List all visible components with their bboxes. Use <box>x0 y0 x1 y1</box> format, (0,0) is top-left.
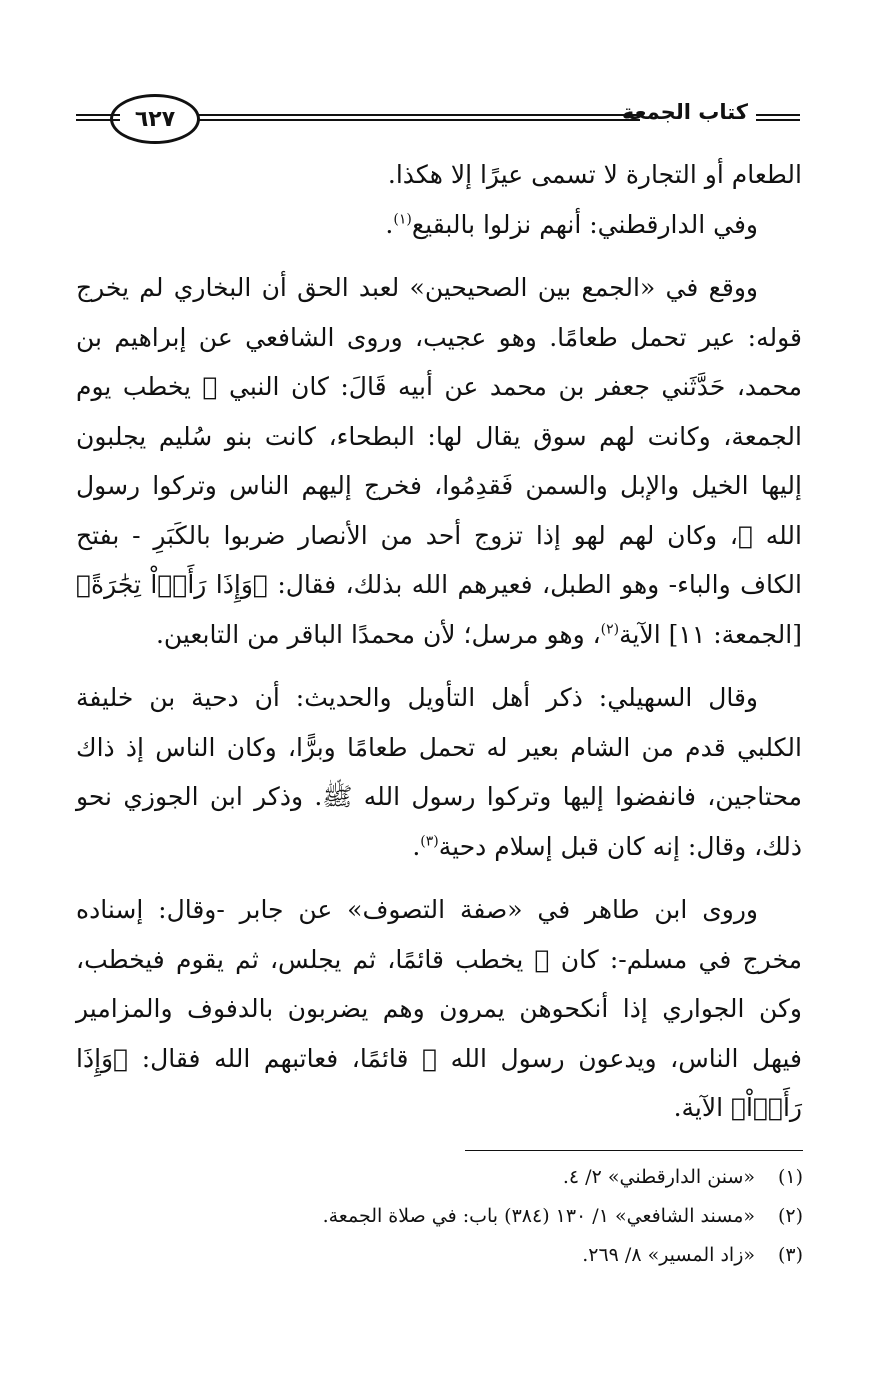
paragraph-3 <box>76 263 802 659</box>
footnote-ref[interactable]: (٣) <box>420 833 439 850</box>
main-text <box>76 150 802 1133</box>
header-rule-left <box>76 114 120 121</box>
paragraph-text: ووقع في «الجمع بين الصحيحين» لعبد الحق أن البخاري لم يخرج قوله: عير تحمل طعامًا. وهو عجيب، وروى الشافعي عن إبراهيم بن محمد، حَدَّثَني جعفر بن محمد عن أبيه قَالَ: كان النبي ﷺ يخطب يوم الجمعة، وكانت لهم سوق يقال لها: البطحاء، كانت بنو سُليم يجلبون إليها الخيل والإبل والسمن فَقدِمُوا، فخرج إليهم الناس وتركوا رسول الله ﷺ، وكان لهم لهو إذا تزوج أحد من الأنصار ضربوا بالكَبَرِ - بفتح الكاف والباء- وهو الطبل، فعيرهم الله بذلك، فقال: ﴿وَإِذَا رَأَوۡاْ تِجَٰرَةً﴾ [الجمعة: ١١] الآية <box>76 273 802 649</box>
page-number: ٦٢٧ <box>110 94 200 144</box>
footnote-separator <box>465 1150 803 1151</box>
footnote-number: (٢) <box>777 1205 803 1227</box>
footnote-item <box>123 1197 803 1236</box>
header-rule-right <box>756 114 800 121</box>
paragraph-2 <box>76 200 802 250</box>
footnote-text: «مسند الشافعي» ١/ ١٣٠ (٣٨٤) باب: في صلاة الجمعة. <box>322 1205 755 1227</box>
chapter-title: كتاب الجمعة <box>622 100 748 124</box>
paragraph-text-end: . <box>385 209 394 239</box>
footnote-item <box>123 1236 803 1275</box>
paragraph-5 <box>76 885 802 1133</box>
paragraph-4 <box>76 673 802 871</box>
footnote-ref[interactable]: (٢) <box>600 621 620 638</box>
running-header <box>76 92 800 144</box>
footnotes <box>123 1158 803 1275</box>
footnote-item <box>123 1158 803 1197</box>
paragraph-text: وروى ابن طاهر في «صفة التصوف» عن جابر -وقال: إسناده مخرج في مسلم-: كان ﷺ يخطب قائمًا، ثم يجلس، ثم يقوم فيخطب، وكن الجواري إذا أنكحوهن يمرون وهم يضربون بالدفوف والمزامير فيهل الناس، ويدعون رسول الله ﷺ قائمًا، فعاتبهم الله فقال: ﴿وَإِذَا رَأَوۡاْ﴾ الآية. <box>76 895 802 1122</box>
footnote-number: (٣) <box>777 1244 803 1266</box>
footnote-ref[interactable]: (١) <box>393 211 412 228</box>
paragraph-text: الطعام أو التجارة لا تسمى عيرًا إلا هكذا. <box>387 160 802 189</box>
paragraph-text-end: ، وهو مرسل؛ لأن محمدًا الباقر من التابعين. <box>155 619 601 649</box>
paragraph-1 <box>76 150 802 200</box>
footnote-text: «زاد المسير» ٨/ ٢٦٩. <box>582 1244 755 1266</box>
paragraph-text: وقال السهيلي: ذكر أهل التأويل والحديث: أن دحية بن خليفة الكلبي قدم من الشام بعير له تحمل طعامًا وبرًّا، وكان الناس إذ ذاك محتاجين، فانفضوا إليها وتركوا رسول الله ﷺ. وذكر ابن الجوزي نحو ذلك، وقال: إنه كان قبل إسلام دحية <box>76 683 802 861</box>
paragraph-text-end: . <box>412 831 421 861</box>
paragraph-text: وفي الدارقطني: أنهم نزلوا بالبقيع <box>411 209 758 239</box>
footnote-text: «سنن الدارقطني» ٢/ ٤. <box>562 1166 755 1188</box>
header-rule-middle <box>194 114 640 121</box>
footnote-number: (١) <box>777 1166 803 1188</box>
